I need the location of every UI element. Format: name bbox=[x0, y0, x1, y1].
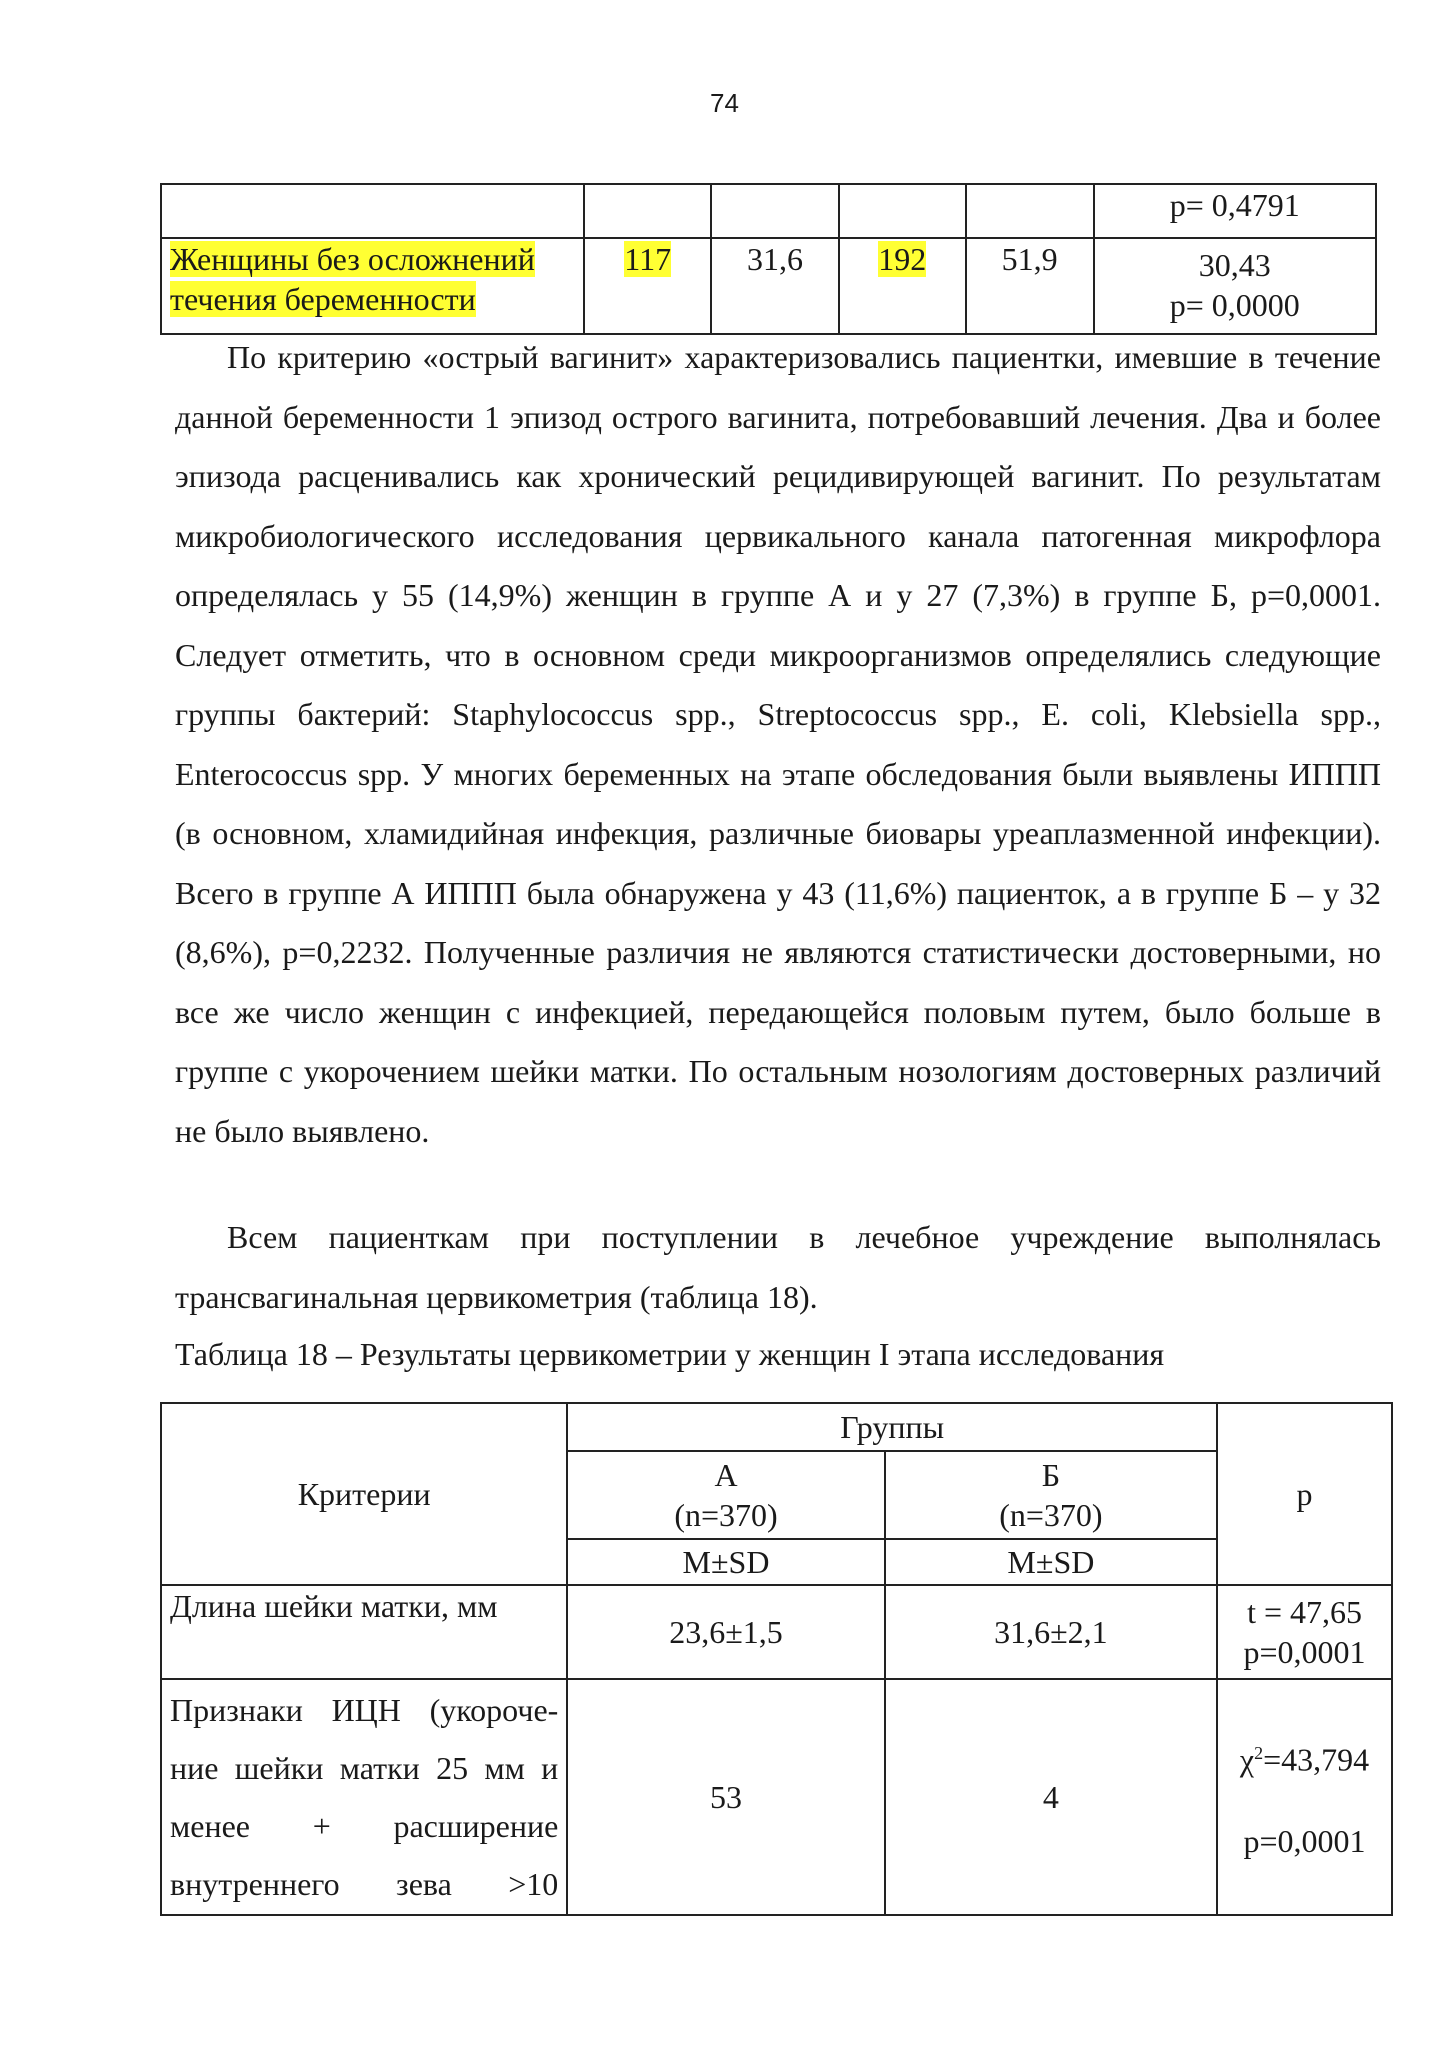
group-b-label: Б bbox=[1041, 1457, 1061, 1493]
header-msd-a: M±SD bbox=[567, 1539, 884, 1585]
statistic-cell bbox=[1094, 238, 1376, 334]
table-continued bbox=[160, 183, 1377, 335]
row-label-line: внутреннего зева >10 bbox=[170, 1866, 559, 1902]
row-label-cell bbox=[161, 1679, 567, 1915]
t-value: t = 47,65 bbox=[1247, 1594, 1362, 1630]
p-value: p=0,0001 bbox=[1243, 1634, 1366, 1670]
group-b-value: 31,6±2,1 bbox=[885, 1585, 1217, 1679]
group-a-value: 23,6±1,5 bbox=[567, 1585, 884, 1679]
row-label-cell bbox=[161, 238, 584, 334]
group-b-count: 192 bbox=[878, 241, 927, 277]
header-group-b bbox=[885, 1451, 1217, 1539]
row-label-line: Признаки ИЦН (укороче- bbox=[170, 1692, 559, 1728]
header-group-a bbox=[567, 1451, 884, 1539]
header-criteria: Критерии bbox=[161, 1403, 567, 1585]
statistic-cell bbox=[1217, 1679, 1392, 1915]
group-b-percent-cell: 51,9 bbox=[966, 238, 1094, 334]
table-header-row bbox=[161, 1403, 1392, 1451]
p-value-cell: p= 0,4791 bbox=[1094, 184, 1376, 238]
group-b-n: (n=370) bbox=[999, 1497, 1103, 1533]
header-p: p bbox=[1217, 1403, 1392, 1585]
header-groups: Группы bbox=[567, 1403, 1217, 1451]
paragraph-1: По критерию «острый вагинит» характеризовались пациентки, имевшие в течение данной беременности 1 эпизод острого вагинита, потребовавший лечения. Два и более эпизода расценивались как хронический рецидивирующей вагинит. По результатам микробиологического исследования цервикального канала патогенная микрофлора определялась у 55 (14,9%) женщин в группе А и у 27 (7,3%) в группе Б, p=0,0001. Следует отметить, что в основном среди микроорганизмов определялись следующие группы бактерий: Staphylococcus spp., Streptococcus spp., E. coli, Klebsiella spp., Enterococcus spp. У многих беременных на этапе обследования были выявлены ИППП (в основном, хламидийная инфекция, различные биовары уреаплазменной инфекции). Всего в группе А ИППП была обнаружена у 43 (11,6%) пациенток, а в группе Б – у 32 (8,6%), p=0,2232. Полученные различия не являются статистически достоверными, но все же число женщин с инфекцией, передающейся половым путем, было больше в группе с укорочением шейки матки. По остальным нозологиям достоверных различий не было выявлено. bbox=[175, 339, 1381, 1149]
row-label-cell: Длина шейки матки, мм bbox=[161, 1585, 567, 1679]
chi-superscript: 2 bbox=[1254, 1742, 1264, 1763]
group-a-count-cell bbox=[584, 238, 711, 334]
table-row bbox=[161, 1585, 1392, 1679]
statistic-cell bbox=[1217, 1585, 1392, 1679]
group-a-percent-cell: 31,6 bbox=[711, 238, 839, 334]
chi-symbol: χ bbox=[1239, 1741, 1255, 1778]
group-a-label: А bbox=[714, 1457, 738, 1493]
table-caption: Таблица 18 – Результаты цервикометрии у женщин I этапа исследования bbox=[175, 1336, 1165, 1372]
table-row bbox=[161, 184, 1376, 238]
header-msd-b: M±SD bbox=[885, 1539, 1217, 1585]
chi-value: 30,43 bbox=[1198, 247, 1271, 283]
group-a-n: (n=370) bbox=[674, 1497, 778, 1533]
table-18 bbox=[160, 1402, 1393, 1916]
table-row bbox=[161, 238, 1376, 334]
row-label-line1: Женщины без осложнений bbox=[170, 241, 535, 277]
row-label-line: менее + расширение bbox=[170, 1808, 559, 1844]
paragraph-2: Всем пациенткам при поступлении в лечебное учреждение выполнялась трансвагинальная цервикометрия (таблица 18). bbox=[175, 1219, 1381, 1315]
chi-value: =43,794 bbox=[1263, 1741, 1370, 1778]
row-label-line: ние шейки матки 25 мм и bbox=[170, 1750, 559, 1786]
table-row bbox=[161, 1679, 1392, 1915]
page-number: 74 bbox=[710, 88, 739, 118]
p-value: p= 0,0000 bbox=[1169, 287, 1300, 323]
group-a-count: 117 bbox=[624, 241, 672, 277]
p-value: p=0,0001 bbox=[1243, 1823, 1366, 1860]
group-a-value: 53 bbox=[567, 1679, 884, 1915]
row-label-line2: течения беременности bbox=[170, 281, 476, 317]
group-b-value: 4 bbox=[885, 1679, 1217, 1915]
group-b-count-cell bbox=[839, 238, 966, 334]
